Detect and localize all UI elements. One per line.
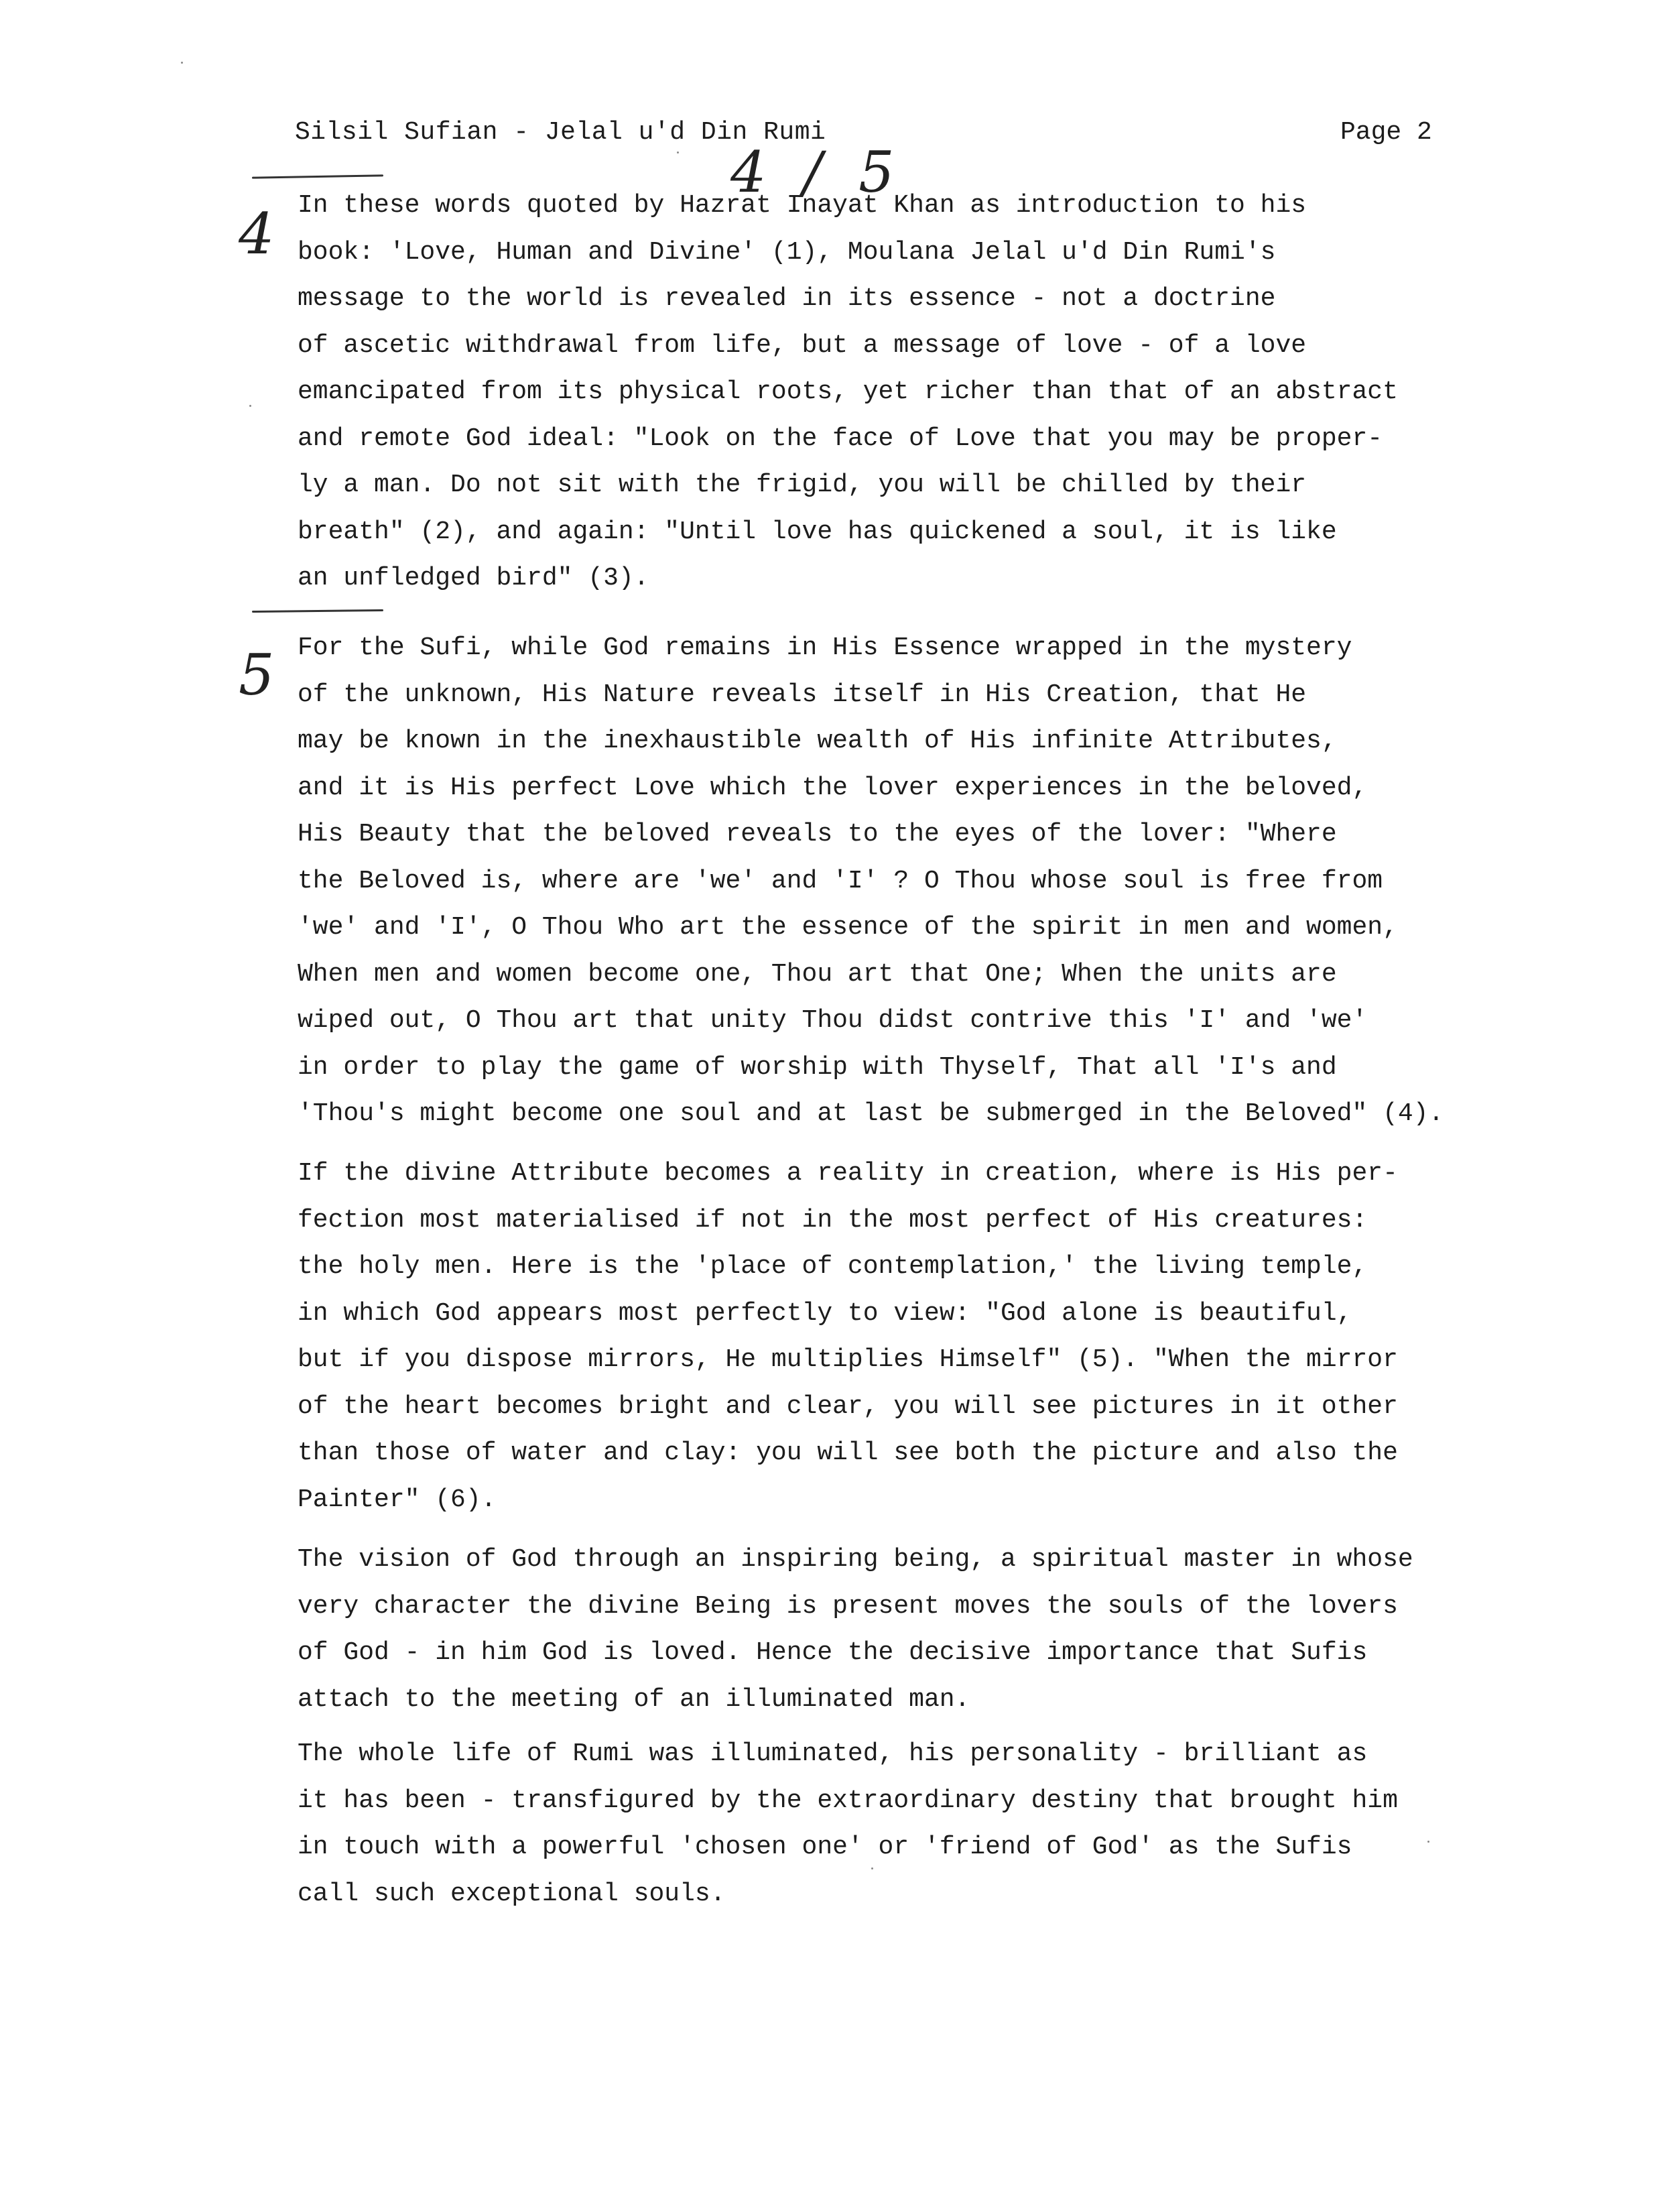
text-line: of the unknown, His Nature reveals itself in His Creation, that He [298, 680, 1307, 709]
text-line: of the heart becomes bright and clear, you will see pictures in it other [298, 1392, 1398, 1421]
text-line: the holy men. Here is the 'place of contemplation,' the living temple, [298, 1252, 1368, 1281]
text-line: but if you dispose mirrors, He multiplies Himself" (5). "When the mirror [298, 1345, 1398, 1374]
paragraph-intro [298, 182, 1504, 602]
handwritten-divider [252, 174, 383, 178]
text-line: Painter" (6). [298, 1485, 497, 1514]
text-line: fection most materialised if not in the most perfect of His creatures: [298, 1205, 1368, 1235]
text-line: breath" (2), and again: "Until love has quickened a soul, it is like [298, 517, 1337, 546]
text-line: and it is His perfect Love which the lover experiences in the beloved, [298, 773, 1368, 802]
text-line: of God - in him God is loved. Hence the decisive importance that Sufis [298, 1638, 1368, 1667]
paper-speck [871, 1867, 873, 1869]
text-line: call such exceptional souls. [298, 1879, 726, 1908]
text-line: When men and women become one, Thou art that One; When the units are [298, 959, 1337, 989]
text-line: may be known in the inexhaustible wealth of His infinite Attributes, [298, 727, 1337, 755]
text-line: The whole life of Rumi was illuminated, his personality - brilliant as [298, 1739, 1368, 1768]
text-line: The vision of God through an inspiring being, a spiritual master in whose [298, 1545, 1413, 1574]
text-line: emancipated from its physical roots, yet richer than that of an abstract [298, 377, 1398, 406]
text-line: it has been - transfigured by the extraordinary destiny that brought him [298, 1786, 1398, 1815]
text-line: 'Thou's might become one soul and at last be submerged in the Beloved" (4). [298, 1099, 1444, 1128]
text-line: For the Sufi, while God remains in His Essence wrapped in the mystery [298, 633, 1352, 662]
text-line: and remote God ideal: "Look on the face of Love that you may be proper- [298, 424, 1383, 453]
paragraph-rumi-life [298, 1731, 1504, 1917]
paper-speck [1427, 1841, 1429, 1843]
text-line: attach to the meeting of an illuminated man. [298, 1684, 970, 1714]
handwritten-page-numbers: 4 / 5 [730, 139, 904, 205]
page-number: Page 2 [1340, 118, 1432, 147]
text-line: ly a man. Do not sit with the frigid, you will be chilled by their [298, 471, 1307, 499]
text-line: in order to play the game of worship with Thyself, That all 'I's and [298, 1052, 1337, 1082]
text-line: book: 'Love, Human and Divine' (1), Moulana Jelal u'd Din Rumi's [298, 237, 1276, 267]
document-title: Silsil Sufian - Jelal u'd Din Rumi [295, 118, 826, 147]
text-line: than those of water and clay: you will see both the picture and also the [298, 1438, 1398, 1467]
paragraph-divine-attribute [298, 1150, 1504, 1523]
text-line: in touch with a powerful 'chosen one' or 'friend of God' as the Sufis [298, 1833, 1352, 1861]
text-line: His Beauty that the beloved reveals to the eyes of the lover: "Where [298, 820, 1337, 849]
paper-speck [249, 405, 251, 407]
handwritten-margin-number: 5 [239, 642, 275, 708]
text-line: message to the world is revealed in its essence - not a doctrine [298, 284, 1276, 313]
text-line: wiped out, O Thou art that unity Thou didst contrive this 'I' and 'we' [298, 1006, 1368, 1035]
handwritten-divider [252, 609, 383, 613]
handwritten-margin-number: 4 [239, 201, 275, 267]
text-line: If the divine Attribute becomes a reality in creation, where is His per- [298, 1159, 1398, 1188]
text-line: very character the divine Being is present moves the souls of the lovers [298, 1591, 1398, 1621]
text-line: in which God appears most perfectly to view: "God alone is beautiful, [298, 1298, 1352, 1328]
paper-speck [181, 62, 183, 64]
paper-speck [677, 151, 679, 153]
paragraph-sufi-nature [298, 625, 1504, 1138]
text-line: the Beloved is, where are 'we' and 'I' ? O Thou whose soul is free from [298, 866, 1383, 896]
paragraph-vision-of-god [298, 1536, 1504, 1723]
text-line: an unfledged bird" (3). [298, 564, 649, 593]
text-line: 'we' and 'I', O Thou Who art the essence of the spirit in men and women, [298, 913, 1398, 942]
text-line: In these words quoted by Hazrat Inayat Khan as introduction to his [298, 191, 1307, 220]
text-line: of ascetic withdrawal from life, but a message of love - of a love [298, 330, 1307, 360]
